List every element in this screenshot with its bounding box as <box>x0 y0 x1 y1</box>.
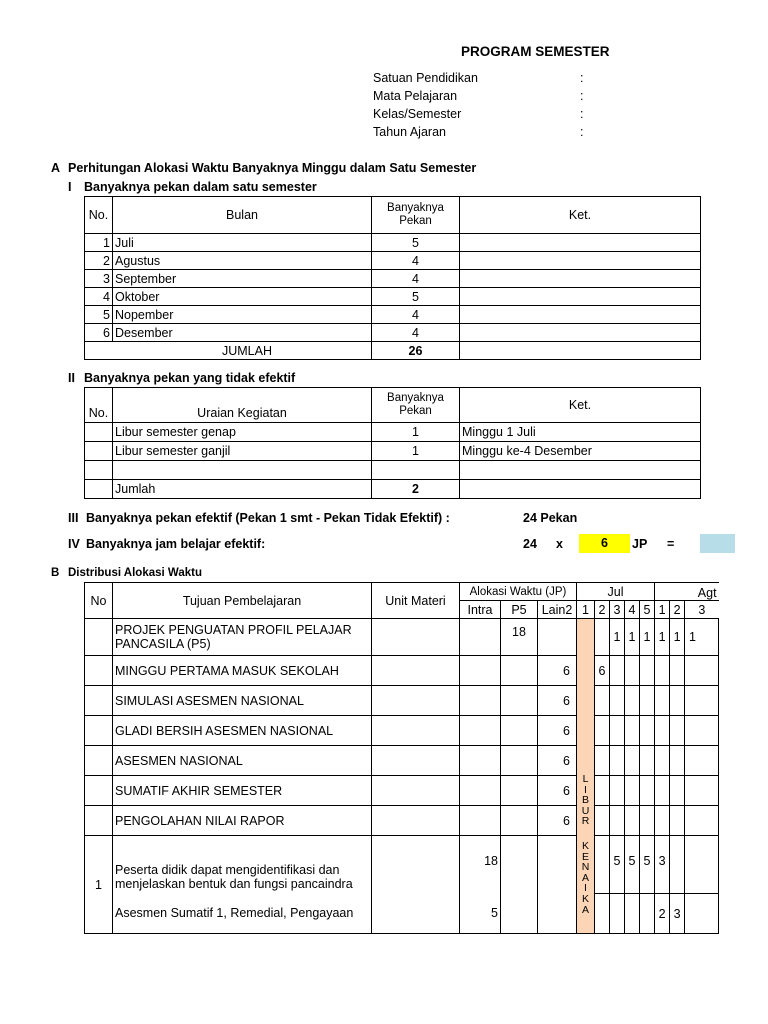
cell-week <box>640 806 655 836</box>
header-p5: P5 <box>501 601 538 619</box>
part-ii-num: II <box>68 371 75 385</box>
field-satuan-sep: : <box>580 71 584 85</box>
cell-bulan: Oktober <box>113 288 372 306</box>
cell-week <box>670 776 685 806</box>
field-kelas-label: Kelas/Semester <box>373 107 462 121</box>
total-label: Jumlah <box>113 480 372 499</box>
cell-week <box>685 836 719 894</box>
cell-week <box>595 686 610 716</box>
cell-week <box>625 656 640 686</box>
libur-label: L I B U R <box>581 773 590 828</box>
table-row <box>85 716 719 746</box>
cell-week <box>595 836 610 894</box>
cell-week <box>625 686 640 716</box>
cell-week <box>640 776 655 806</box>
cell-bulan: Agustus <box>113 252 372 270</box>
cell-week <box>595 619 610 656</box>
cell-pekan: 1 <box>372 442 460 461</box>
header-lain2: Lain2 <box>538 601 577 619</box>
part-ii-title: Banyaknya pekan yang tidak efektif <box>84 371 296 385</box>
cell-pekan <box>372 461 460 480</box>
header-tujuan: Tujuan Pembelajaran <box>113 583 372 619</box>
cell-pekan: 4 <box>372 306 460 324</box>
cell-no: 4 <box>85 288 113 306</box>
table-distribusi <box>84 582 719 934</box>
table-row <box>85 270 701 288</box>
part-iv-weeks: 24 <box>523 537 537 551</box>
week-agt-2: 2 <box>670 601 685 619</box>
cell-ket <box>460 480 701 499</box>
cell-week: 3 <box>670 894 685 934</box>
total-label: JUMLAH <box>85 342 372 360</box>
cell-tujuan: MINGGU PERTAMA MASUK SEKOLAH <box>113 656 372 686</box>
cell-week <box>610 656 625 686</box>
total-row <box>85 480 701 499</box>
cell-intra: 18 <box>460 836 501 894</box>
cell-no <box>85 423 113 442</box>
cell-week <box>595 776 610 806</box>
cell-no: 5 <box>85 306 113 324</box>
cell-unit <box>372 716 460 746</box>
cell-ket <box>460 342 701 360</box>
table-row <box>85 656 719 686</box>
field-mapel-sep: : <box>580 89 584 103</box>
week-jul-2: 2 <box>595 601 610 619</box>
cell-pekan: 4 <box>372 270 460 288</box>
cell-ket <box>460 252 701 270</box>
section-b-letter: B <box>51 567 60 579</box>
field-satuan-label: Satuan Pendidikan <box>373 71 478 85</box>
cell-unit <box>372 656 460 686</box>
cell-pekan: 1 <box>372 423 460 442</box>
cell-week <box>640 686 655 716</box>
cell-p5 <box>501 746 538 776</box>
part-iv-times: x <box>556 537 563 551</box>
field-mapel-label: Mata Pelajaran <box>373 89 458 103</box>
cell-lain2: 6 <box>538 716 577 746</box>
cell-week <box>685 746 719 776</box>
cell-tujuan: PROJEK PENGUATAN PROFIL PELAJAR PANCASILA (P5) <box>113 619 372 656</box>
cell-week <box>610 894 625 934</box>
cell-intra <box>460 746 501 776</box>
cell-no <box>85 480 113 499</box>
cell-lain2: 6 <box>538 746 577 776</box>
part-iv-eq: = <box>667 537 675 551</box>
total-value: 2 <box>372 480 460 499</box>
header-ket: Ket. <box>460 197 701 234</box>
week-agt-3: 3 <box>685 601 719 619</box>
cell-ket <box>460 288 701 306</box>
section-b-title: Distribusi Alokasi Waktu <box>68 567 202 579</box>
header-bulan: Bulan <box>113 197 372 234</box>
cell-week <box>595 716 610 746</box>
header-pekan: Banyaknya Pekan <box>372 388 460 423</box>
cell-p5 <box>501 686 538 716</box>
page-title: PROGRAM SEMESTER <box>461 44 610 59</box>
cell-bulan: Juli <box>113 234 372 252</box>
cell-unit <box>372 806 460 836</box>
cell-week <box>655 746 670 776</box>
part-iv-jp: JP <box>632 537 648 551</box>
cell-intra <box>460 716 501 746</box>
cell-week <box>685 776 719 806</box>
cell-p5 <box>501 716 538 746</box>
week-agt-1: 1 <box>655 601 670 619</box>
cell-bulan: Nopember <box>113 306 372 324</box>
table-row <box>85 686 719 716</box>
header-alokasi: Alokasi Waktu (JP) <box>460 583 577 601</box>
cell-p5 <box>501 656 538 686</box>
cell-week <box>685 656 719 686</box>
cell-tujuan: Peserta didik dapat mengidentifikasi dan menjelaskan bentuk dan fungsi pancaindra <box>113 836 372 894</box>
cell-week: 5 <box>625 836 640 894</box>
cell-week <box>655 686 670 716</box>
cell-intra <box>460 686 501 716</box>
cell-tujuan: SUMATIF AKHIR SEMESTER <box>113 776 372 806</box>
cell-uraian: Libur semester genap <box>113 423 372 442</box>
week-jul-3: 3 <box>610 601 625 619</box>
cell-no <box>85 619 113 656</box>
cell-unit <box>372 836 460 934</box>
cell-week <box>685 686 719 716</box>
cell-week <box>670 686 685 716</box>
cell-lain2: 6 <box>538 686 577 716</box>
cell-week <box>685 716 719 746</box>
cell-week: 1 <box>655 619 670 656</box>
cell-week <box>655 656 670 686</box>
cell-week <box>670 656 685 686</box>
cell-week <box>610 686 625 716</box>
table-row <box>85 806 719 836</box>
cell-intra <box>460 619 501 656</box>
cell-ket <box>460 270 701 288</box>
cell-week: 1 <box>670 619 685 656</box>
cell-no: 2 <box>85 252 113 270</box>
week-jul-4: 4 <box>625 601 640 619</box>
part-iv-text: Banyaknya jam belajar efektif: <box>86 537 266 551</box>
cell-week <box>655 806 670 836</box>
cell-week <box>655 716 670 746</box>
cell-unit <box>372 776 460 806</box>
header-intra: Intra <box>460 601 501 619</box>
cell-no: 3 <box>85 270 113 288</box>
cell-week <box>595 806 610 836</box>
cell-week: 3 <box>655 836 670 894</box>
field-kelas-sep: : <box>580 107 584 121</box>
cell-tujuan: Asesmen Sumatif 1, Remedial, Pengayaan <box>113 894 372 934</box>
cell-unit <box>372 686 460 716</box>
cell-unit <box>372 746 460 776</box>
cell-week <box>685 806 719 836</box>
cell-week <box>640 656 655 686</box>
cell-lain2: 6 <box>538 776 577 806</box>
cell-lain2 <box>538 836 577 934</box>
cell-intra: 5 <box>460 894 501 934</box>
cell-week <box>625 716 640 746</box>
cell-uraian <box>113 461 372 480</box>
section-a-title: Perhitungan Alokasi Waktu Banyaknya Minggu dalam Satu Semester <box>68 161 477 175</box>
total-value: 26 <box>372 342 460 360</box>
cell-no <box>85 806 113 836</box>
cell-intra <box>460 776 501 806</box>
header-no: No. <box>85 197 113 234</box>
cell-tujuan: GLADI BERSIH ASESMEN NASIONAL <box>113 716 372 746</box>
cell-bulan: September <box>113 270 372 288</box>
cell-pekan: 4 <box>372 252 460 270</box>
week-jul-5: 5 <box>640 601 655 619</box>
cell-week <box>625 776 640 806</box>
cell-week <box>625 746 640 776</box>
table-row <box>85 306 701 324</box>
table-row <box>85 776 719 806</box>
table-row <box>85 619 719 656</box>
cell-week: 1 <box>625 619 640 656</box>
cell-no: 1 <box>85 234 113 252</box>
cell-no: 6 <box>85 324 113 342</box>
part-iv-num: IV <box>68 537 80 551</box>
header-agt: Agt <box>655 583 719 601</box>
part-iii-text: Banyaknya pekan efektif (Pekan 1 smt - Pekan Tidak Efektif) : <box>86 511 450 525</box>
cell-week: 1 <box>610 619 625 656</box>
cell-tujuan: SIMULASI ASESMEN NASIONAL <box>113 686 372 716</box>
cell-ket <box>460 306 701 324</box>
section-a-letter: A <box>51 161 61 175</box>
libur-kenaikan-column <box>577 619 595 934</box>
cell-intra <box>460 656 501 686</box>
cell-p5: 18 <box>501 619 538 656</box>
cell-week <box>655 776 670 806</box>
cell-no <box>85 716 113 746</box>
cell-no <box>85 442 113 461</box>
cell-week: 1 <box>685 619 719 656</box>
table-row <box>85 423 701 442</box>
table-pekan-semester <box>84 196 701 360</box>
cell-week <box>625 806 640 836</box>
cell-week: 6 <box>595 656 610 686</box>
table-row <box>85 836 719 894</box>
cell-week <box>640 716 655 746</box>
cell-week <box>595 894 610 934</box>
cell-week <box>640 746 655 776</box>
part-iv-jp-value: 6 <box>579 534 630 553</box>
cell-no <box>85 746 113 776</box>
cell-week <box>670 836 685 894</box>
table-row <box>85 461 701 480</box>
cell-no <box>85 656 113 686</box>
cell-week <box>670 746 685 776</box>
cell-p5 <box>501 836 538 934</box>
cell-no: 1 <box>85 836 113 934</box>
header-no: No. <box>85 388 113 423</box>
cell-week: 5 <box>640 836 655 894</box>
table-row <box>85 324 701 342</box>
cell-no <box>85 776 113 806</box>
kenaikan-label: K E N A I K A <box>581 839 590 916</box>
cell-no <box>85 686 113 716</box>
cell-week: 1 <box>640 619 655 656</box>
table-row <box>85 234 701 252</box>
cell-pekan: 4 <box>372 324 460 342</box>
cell-week: 2 <box>655 894 670 934</box>
cell-ket: Minggu 1 Juli <box>460 423 701 442</box>
part-iii-num: III <box>68 511 79 525</box>
part-iv-result <box>700 534 735 553</box>
cell-week <box>670 806 685 836</box>
cell-bulan: Desember <box>113 324 372 342</box>
header-no: No <box>85 583 113 619</box>
cell-unit <box>372 619 460 656</box>
header-jul: Jul <box>577 583 655 601</box>
cell-week <box>610 776 625 806</box>
part-iii-value: 24 Pekan <box>523 511 578 525</box>
cell-week <box>640 894 655 934</box>
cell-week <box>625 894 640 934</box>
header-ket: Ket. <box>460 388 701 423</box>
part-i-title: Banyaknya pekan dalam satu semester <box>84 180 317 194</box>
cell-lain2: 6 <box>538 656 577 686</box>
field-tahun-sep: : <box>580 125 584 139</box>
cell-pekan: 5 <box>372 288 460 306</box>
cell-lain2 <box>538 619 577 656</box>
cell-ket <box>460 234 701 252</box>
table-row <box>85 252 701 270</box>
cell-intra <box>460 806 501 836</box>
cell-pekan: 5 <box>372 234 460 252</box>
table-row <box>85 442 701 461</box>
cell-no <box>85 461 113 480</box>
table-row <box>85 288 701 306</box>
table-pekan-tidak-efektif <box>84 387 701 499</box>
cell-tujuan: ASESMEN NASIONAL <box>113 746 372 776</box>
cell-week <box>595 746 610 776</box>
header-pekan: Banyaknya Pekan <box>372 197 460 234</box>
cell-week <box>610 806 625 836</box>
cell-ket <box>460 324 701 342</box>
cell-week <box>610 716 625 746</box>
field-tahun-label: Tahun Ajaran <box>373 125 446 139</box>
cell-uraian: Libur semester ganjil <box>113 442 372 461</box>
cell-lain2: 6 <box>538 806 577 836</box>
cell-week <box>610 746 625 776</box>
header-uraian: Uraian Kegiatan <box>113 388 372 423</box>
cell-week: 5 <box>610 836 625 894</box>
table-row <box>85 746 719 776</box>
cell-ket <box>460 461 701 480</box>
total-row <box>85 342 701 360</box>
cell-week <box>685 894 719 934</box>
cell-week <box>670 716 685 746</box>
cell-p5 <box>501 806 538 836</box>
cell-p5 <box>501 776 538 806</box>
cell-ket: Minggu ke-4 Desember <box>460 442 701 461</box>
cell-tujuan: PENGOLAHAN NILAI RAPOR <box>113 806 372 836</box>
header-unit: Unit Materi <box>372 583 460 619</box>
part-i-num: I <box>68 180 72 194</box>
week-jul-1: 1 <box>577 601 595 619</box>
